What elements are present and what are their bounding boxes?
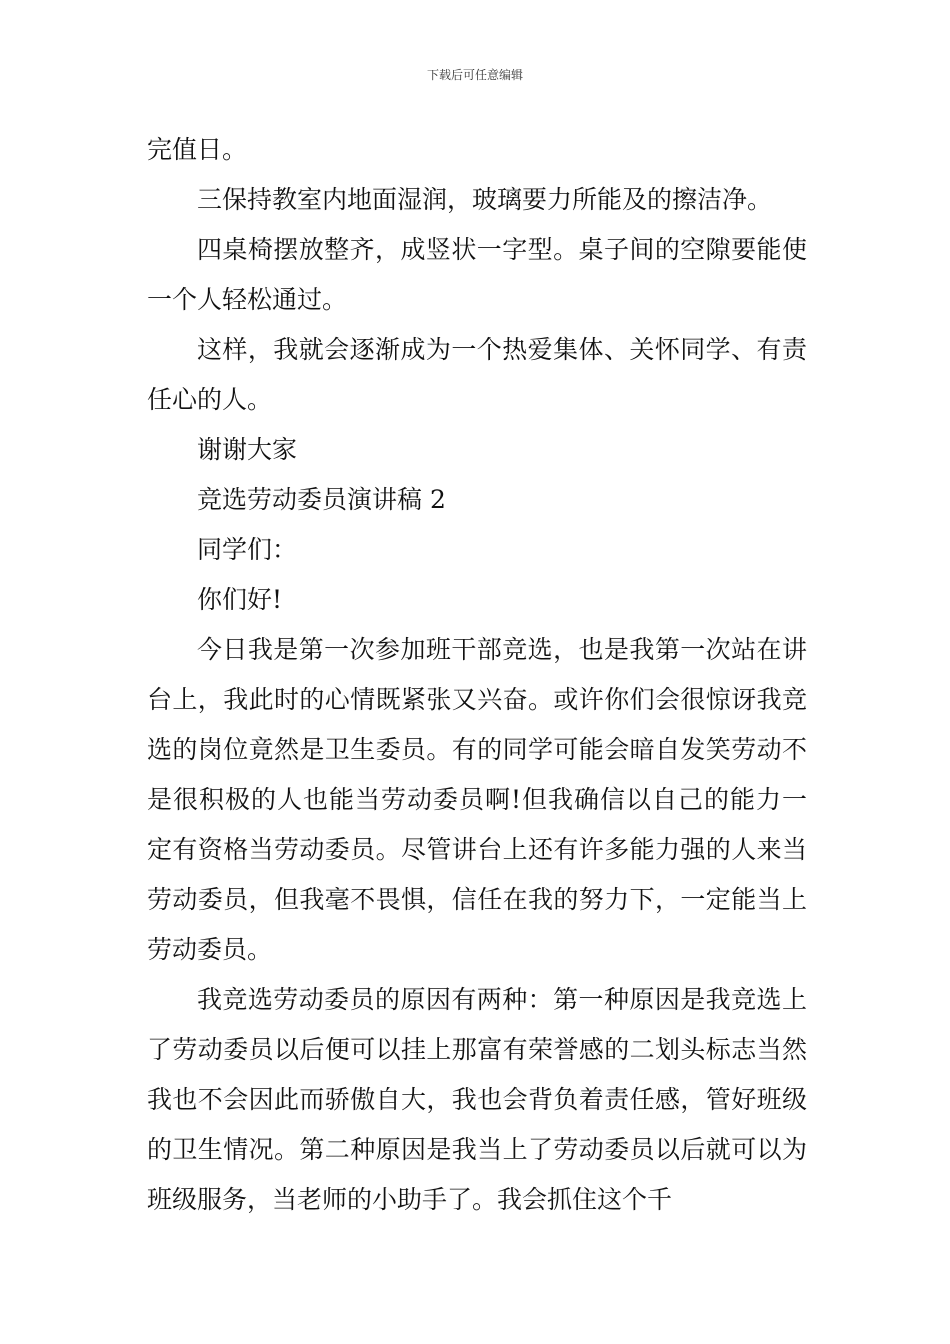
paragraph-7-salutation: 同学们： [197, 535, 298, 564]
paragraph-1: 完值日。 [147, 135, 248, 164]
paragraph-2: 三保持教室内地面湿润，玻璃要力所能及的擦洁净。 [197, 185, 773, 214]
document-body [147, 125, 807, 1225]
paragraph-3: 四桌椅摆放整齐，成竖状一字型。桌子间的空隙要能使一个人轻松通过。 [147, 235, 807, 314]
paragraph-5: 谢谢大家 [197, 435, 298, 464]
paragraph-8-greeting: 你们好! [197, 585, 283, 614]
paragraph-6-title: 竞选劳动委员演讲稿 2 [197, 485, 446, 514]
paragraph-10: 我竞选劳动委员的原因有两种：第一种原因是我竞选上了劳动委员以后便可以挂上那富有荣誉感的二划头标志当然我也不会因此而骄傲自大，我也会背负着责任感，管好班级的卫生情况。第二种原因是我当上了劳动委员以后就可以为班级服务，当老师的小助手了。我会抓住这个千 [147, 985, 807, 1214]
paragraph-4: 这样，我就会逐渐成为一个热爱集体、关怀同学、有责任心的人。 [147, 335, 807, 414]
page-header-note: 下载后可任意编辑 [426, 68, 523, 82]
paragraph-9: 今日我是第一次参加班干部竞选，也是我第一次站在讲台上，我此时的心情既紧张又兴奋。或许你们会很惊讶我竞选的岗位竟然是卫生委员。有的同学可能会暗自发笑劳动不是很积极的人也能当劳动委员啊!但我确信以自己的能力一定有资格当劳动委员。尽管讲台上还有许多能力强的人来当劳动委员，但我毫不畏惧，信任在我的努力下，一定能当上劳动委员。 [147, 635, 807, 964]
